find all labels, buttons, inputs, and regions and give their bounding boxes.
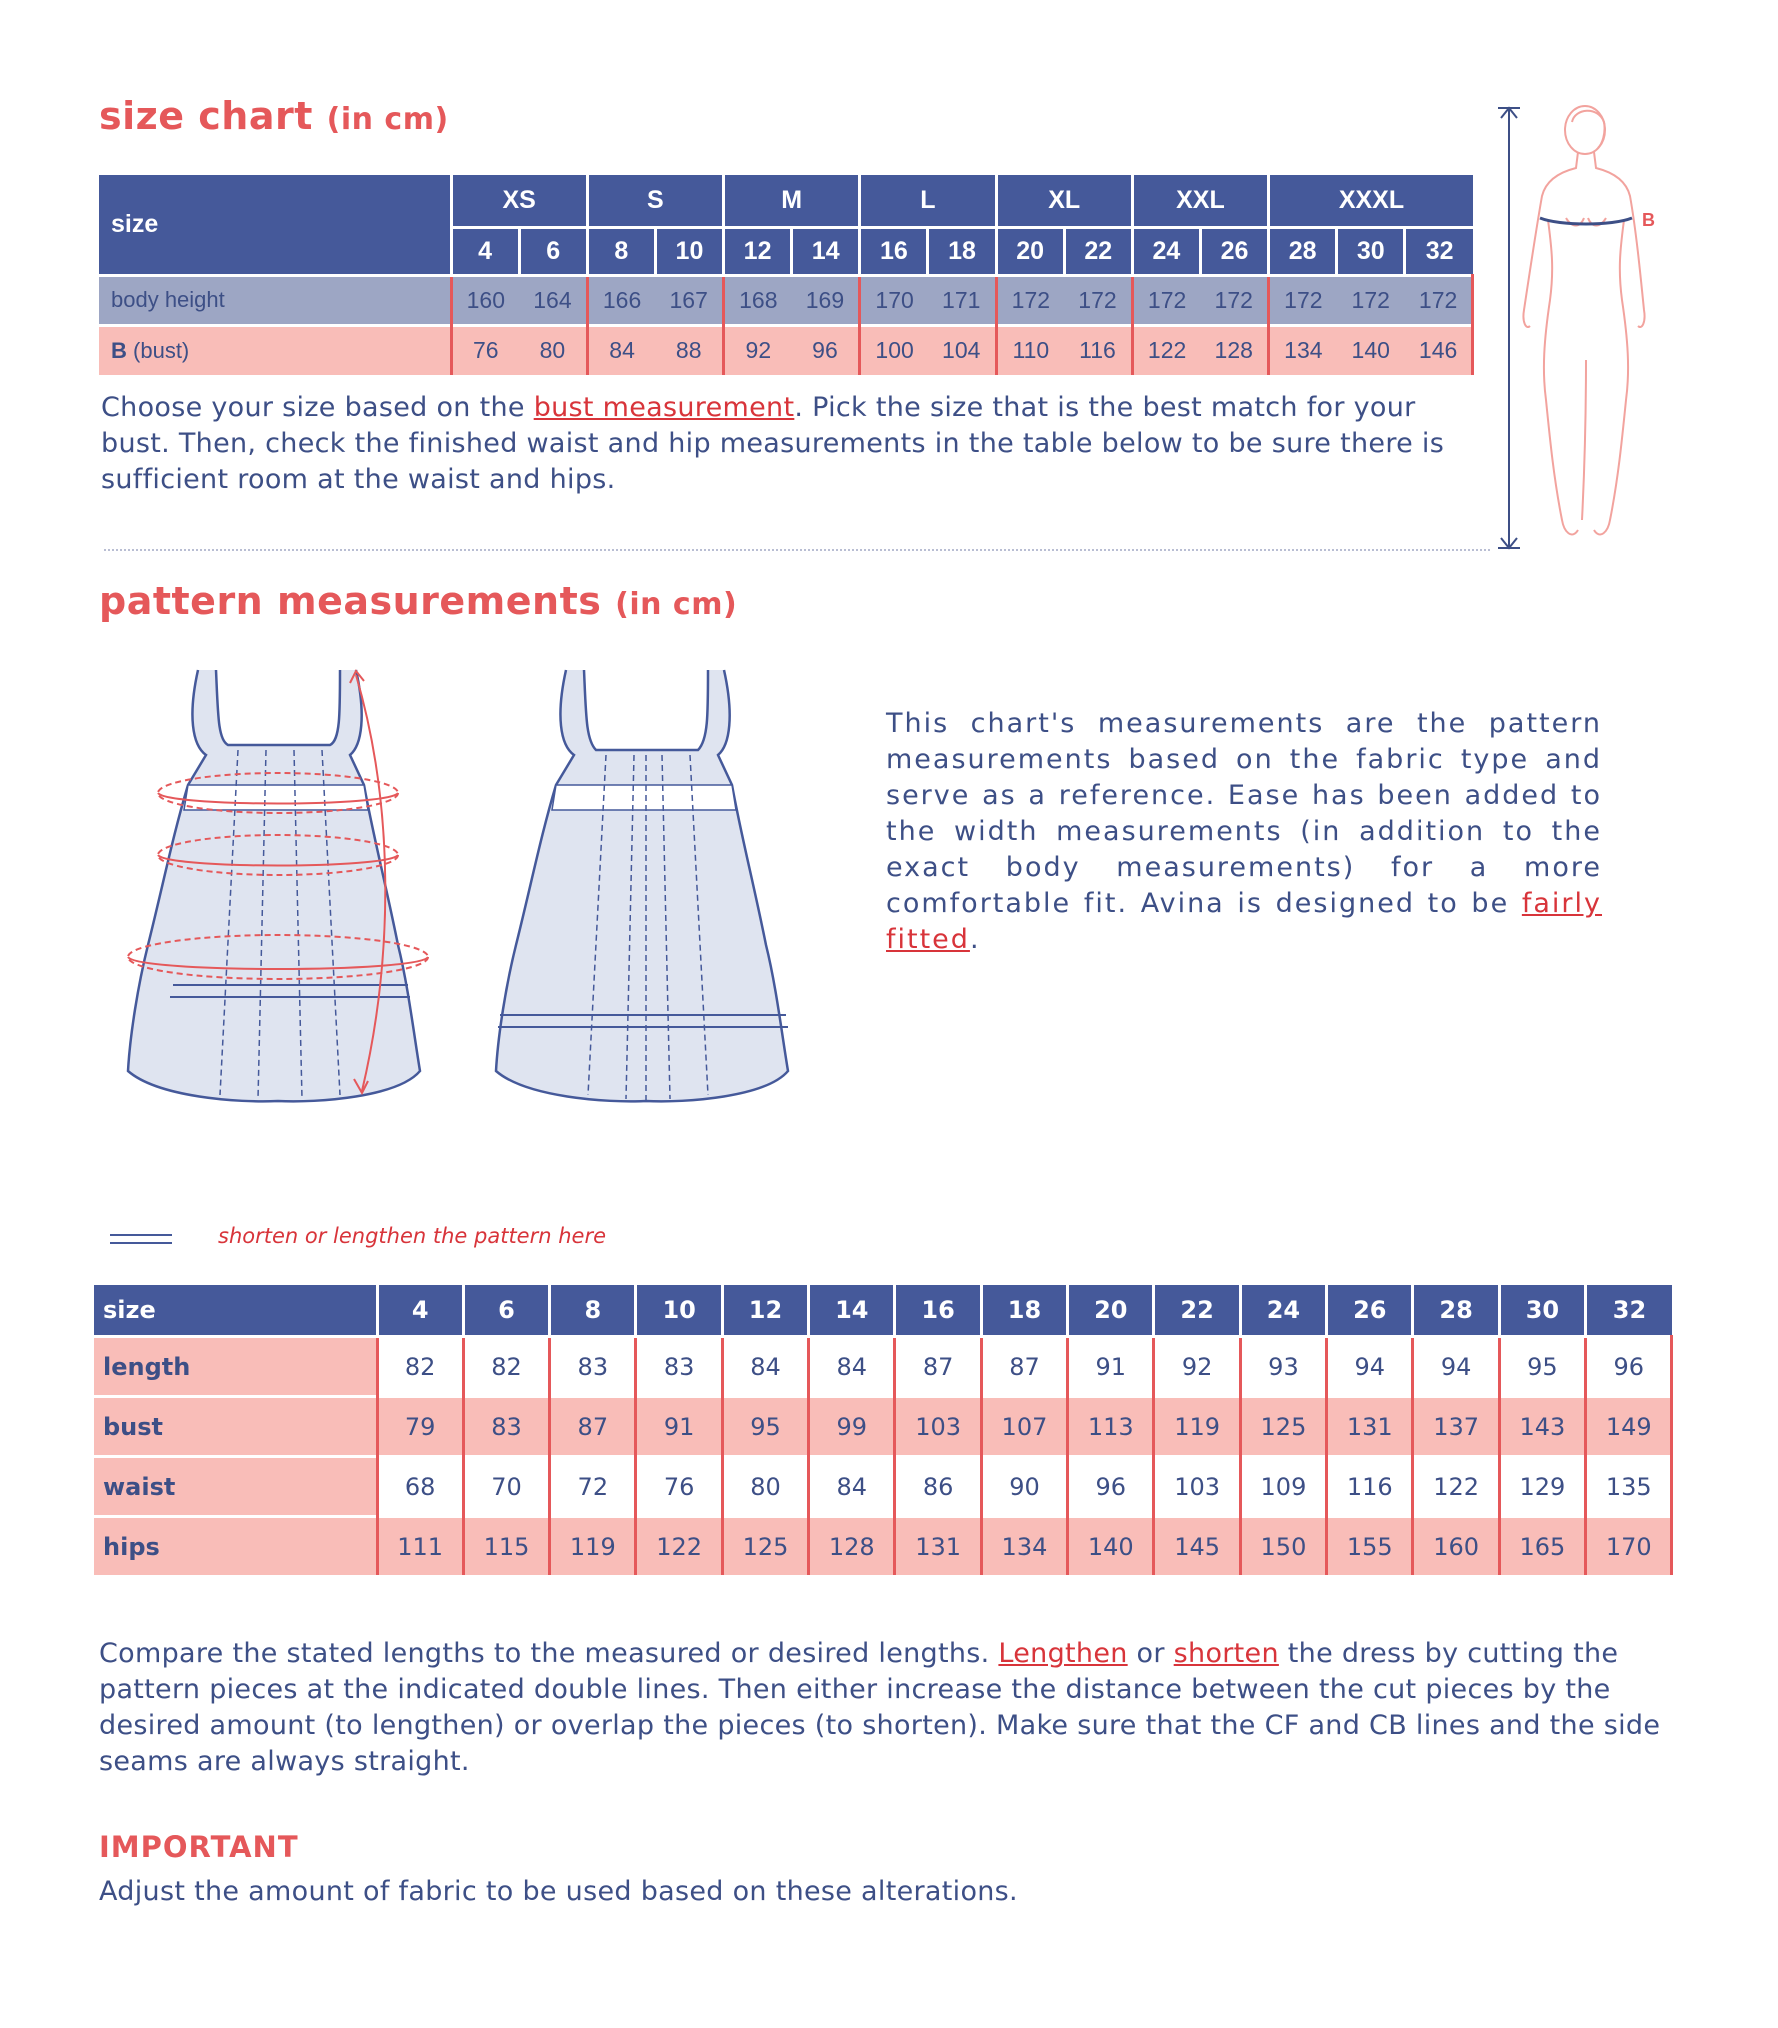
pattern-unit: (in cm) bbox=[615, 587, 738, 622]
adjustment-instructions bbox=[99, 1636, 1675, 1780]
pattern-hips-value: 145 bbox=[1154, 1517, 1240, 1576]
pattern-bust-value: 113 bbox=[1068, 1397, 1154, 1457]
pattern-measurements-table bbox=[94, 1285, 1673, 1575]
size-chart-title bbox=[99, 94, 449, 138]
pattern-waist-value: 86 bbox=[895, 1457, 981, 1517]
pattern-length-value: 82 bbox=[463, 1337, 549, 1397]
pattern-length-value: 87 bbox=[895, 1337, 981, 1397]
pattern-size-header: 26 bbox=[1327, 1285, 1413, 1337]
size-group-5: XXL bbox=[1132, 175, 1268, 227]
pattern-bust-value: 83 bbox=[463, 1397, 549, 1457]
pattern-length-value: 96 bbox=[1586, 1337, 1672, 1397]
pattern-size-header: 10 bbox=[636, 1285, 722, 1337]
pattern-size-header: 14 bbox=[809, 1285, 895, 1337]
pattern-hips-value: 155 bbox=[1327, 1517, 1413, 1576]
pattern-waist-value: 103 bbox=[1154, 1457, 1240, 1517]
body-height-value: 168 bbox=[724, 275, 792, 325]
bust-value: 96 bbox=[792, 325, 860, 375]
size-number: 30 bbox=[1337, 227, 1405, 275]
body-height-value: 172 bbox=[996, 275, 1064, 325]
instr-text-2: or bbox=[1127, 1638, 1174, 1669]
pattern-length-value: 83 bbox=[550, 1337, 636, 1397]
pattern-size-header: 12 bbox=[722, 1285, 808, 1337]
pattern-bust-value: 149 bbox=[1586, 1397, 1672, 1457]
size-number: 20 bbox=[996, 227, 1064, 275]
size-number: 14 bbox=[792, 227, 860, 275]
size-number: 28 bbox=[1269, 227, 1337, 275]
pattern-row-bust bbox=[94, 1397, 1672, 1457]
size-chart-title-text: size chart bbox=[99, 94, 313, 138]
body-height-value: 172 bbox=[1269, 275, 1337, 325]
size-group-2: M bbox=[724, 175, 860, 227]
pattern-size-header: 28 bbox=[1413, 1285, 1499, 1337]
pattern-row-label: hips bbox=[94, 1517, 377, 1576]
legend-text: shorten or lengthen the pattern here bbox=[218, 1224, 606, 1248]
pattern-title bbox=[99, 579, 737, 623]
pattern-hips-value: 165 bbox=[1499, 1517, 1585, 1576]
bust-value: 122 bbox=[1132, 325, 1200, 375]
pattern-size-header: 22 bbox=[1154, 1285, 1240, 1337]
bust-value: 146 bbox=[1405, 325, 1473, 375]
bust-measurement-link[interactable]: bust measurement bbox=[533, 392, 795, 423]
pattern-waist-value: 90 bbox=[981, 1457, 1067, 1517]
pattern-bust-value: 131 bbox=[1327, 1397, 1413, 1457]
row-label-bust-letter: B bbox=[111, 337, 127, 363]
pattern-length-value: 93 bbox=[1240, 1337, 1326, 1397]
pattern-bust-value: 91 bbox=[636, 1397, 722, 1457]
pattern-length-value: 84 bbox=[722, 1337, 808, 1397]
pattern-row-hips bbox=[94, 1517, 1672, 1576]
pattern-row-waist bbox=[94, 1457, 1672, 1517]
pattern-waist-value: 70 bbox=[463, 1457, 549, 1517]
important-text: Adjust the amount of fabric to be used based on these alterations. bbox=[99, 1876, 1018, 1907]
pattern-bust-value: 87 bbox=[550, 1397, 636, 1457]
pattern-length-value: 84 bbox=[809, 1337, 895, 1397]
pattern-waist-value: 109 bbox=[1240, 1457, 1326, 1517]
pattern-hips-value: 128 bbox=[809, 1517, 895, 1576]
bust-value: 88 bbox=[655, 325, 723, 375]
important-heading: IMPORTANT bbox=[99, 1830, 299, 1864]
fairly-fitted-link[interactable]: fairly fitted bbox=[886, 888, 1602, 955]
pattern-length-value: 94 bbox=[1413, 1337, 1499, 1397]
pattern-hips-value: 125 bbox=[722, 1517, 808, 1576]
size-number: 10 bbox=[655, 227, 723, 275]
bust-value: 128 bbox=[1200, 325, 1268, 375]
pattern-hips-value: 160 bbox=[1413, 1517, 1499, 1576]
pattern-waist-value: 72 bbox=[550, 1457, 636, 1517]
size-chart-note bbox=[101, 390, 1491, 498]
pattern-header-label: size bbox=[94, 1285, 377, 1337]
bust-value: 110 bbox=[996, 325, 1064, 375]
body-height-value: 160 bbox=[451, 275, 519, 325]
pattern-size-header: 8 bbox=[550, 1285, 636, 1337]
note-text-2: . Pick the size that is the best match for your bust. Then, check the finished waist and hip measurements in the table below to be sure there is sufficient room at the waist and hips. bbox=[101, 392, 1445, 495]
pattern-row-label: waist bbox=[94, 1457, 377, 1517]
pattern-desc-text-1: This chart's measurements are the pattern measurements based on the fabric type and serve as a reference. Ease has been added to the width measurements (in addition to the exact body measurements) for a more comfortable fit. Avina is designed to be bbox=[886, 708, 1602, 919]
pattern-size-header: 6 bbox=[463, 1285, 549, 1337]
bust-value: 84 bbox=[587, 325, 655, 375]
size-group-4: XL bbox=[996, 175, 1132, 227]
pattern-waist-value: 122 bbox=[1413, 1457, 1499, 1517]
pattern-hips-value: 122 bbox=[636, 1517, 722, 1576]
body-height-value: 172 bbox=[1337, 275, 1405, 325]
pattern-bust-value: 119 bbox=[1154, 1397, 1240, 1457]
pattern-size-header: 18 bbox=[981, 1285, 1067, 1337]
pattern-title-text: pattern measurements bbox=[99, 579, 602, 623]
instr-text-3: the dress by cutting the pattern pieces at the indicated double lines. Then either increase the distance between the cut pieces by the desired amount (to lengthen) or overlap the pieces (to shorten). Make sure that the CF and CB lines and the side seams are always straight. bbox=[99, 1638, 1661, 1777]
size-group-3: L bbox=[860, 175, 996, 227]
pattern-hips-value: 115 bbox=[463, 1517, 549, 1576]
dress-back-illustration bbox=[486, 655, 806, 1115]
size-number: 6 bbox=[519, 227, 587, 275]
size-chart-header-label: size bbox=[111, 209, 159, 238]
shorten-link[interactable]: shorten bbox=[1173, 1638, 1279, 1669]
pattern-waist-value: 96 bbox=[1068, 1457, 1154, 1517]
body-height-value: 172 bbox=[1405, 275, 1473, 325]
pattern-row-length bbox=[94, 1337, 1672, 1397]
body-height-value: 172 bbox=[1200, 275, 1268, 325]
pattern-size-header: 30 bbox=[1499, 1285, 1585, 1337]
bust-value: 76 bbox=[451, 325, 519, 375]
pattern-bust-value: 107 bbox=[981, 1397, 1067, 1457]
size-number: 32 bbox=[1405, 227, 1473, 275]
pattern-length-value: 87 bbox=[981, 1337, 1067, 1397]
pattern-waist-value: 68 bbox=[377, 1457, 463, 1517]
pattern-waist-value: 76 bbox=[636, 1457, 722, 1517]
size-number: 8 bbox=[587, 227, 655, 275]
size-group-0: XS bbox=[451, 175, 587, 227]
size-chart-table bbox=[99, 175, 1474, 375]
pattern-length-value: 95 bbox=[1499, 1337, 1585, 1397]
instr-text-1: Compare the stated lengths to the measured or desired lengths. bbox=[99, 1638, 999, 1669]
pattern-bust-value: 125 bbox=[1240, 1397, 1326, 1457]
body-height-value: 170 bbox=[860, 275, 928, 325]
pattern-size-header: 4 bbox=[377, 1285, 463, 1337]
pattern-waist-value: 84 bbox=[809, 1457, 895, 1517]
pattern-waist-value: 116 bbox=[1327, 1457, 1413, 1517]
body-height-value: 167 bbox=[655, 275, 723, 325]
size-number: 16 bbox=[860, 227, 928, 275]
body-height-value: 171 bbox=[928, 275, 996, 325]
pattern-description bbox=[886, 706, 1602, 958]
pattern-bust-value: 95 bbox=[722, 1397, 808, 1457]
bust-value: 134 bbox=[1269, 325, 1337, 375]
pattern-hips-value: 134 bbox=[981, 1517, 1067, 1576]
bust-figure-label: B bbox=[1642, 210, 1655, 230]
size-number: 24 bbox=[1132, 227, 1200, 275]
bust-value: 140 bbox=[1337, 325, 1405, 375]
body-height-value: 172 bbox=[1064, 275, 1132, 325]
size-chart-unit: (in cm) bbox=[326, 102, 449, 137]
pattern-bust-value: 99 bbox=[809, 1397, 895, 1457]
pattern-bust-value: 103 bbox=[895, 1397, 981, 1457]
note-text-1: Choose your size based on the bbox=[101, 392, 534, 423]
pattern-hips-value: 170 bbox=[1586, 1517, 1672, 1576]
pattern-hips-value: 119 bbox=[550, 1517, 636, 1576]
pattern-size-header: 32 bbox=[1586, 1285, 1672, 1337]
body-height-value: 169 bbox=[792, 275, 860, 325]
body-height-value: 172 bbox=[1132, 275, 1200, 325]
bust-value: 80 bbox=[519, 325, 587, 375]
size-number: 18 bbox=[928, 227, 996, 275]
row-label-bust bbox=[99, 325, 451, 375]
pattern-length-value: 92 bbox=[1154, 1337, 1240, 1397]
bust-value: 104 bbox=[928, 325, 996, 375]
pattern-row-label: bust bbox=[94, 1397, 377, 1457]
pattern-size-header: 24 bbox=[1240, 1285, 1326, 1337]
pattern-hips-value: 150 bbox=[1240, 1517, 1326, 1576]
pattern-length-value: 83 bbox=[636, 1337, 722, 1397]
pattern-waist-value: 80 bbox=[722, 1457, 808, 1517]
pattern-size-header: 20 bbox=[1068, 1285, 1154, 1337]
pattern-size-header: 16 bbox=[895, 1285, 981, 1337]
size-number: 22 bbox=[1064, 227, 1132, 275]
size-number: 12 bbox=[724, 227, 792, 275]
lengthen-link[interactable]: Lengthen bbox=[998, 1638, 1128, 1669]
pattern-bust-value: 79 bbox=[377, 1397, 463, 1457]
size-number: 26 bbox=[1200, 227, 1268, 275]
pattern-length-value: 91 bbox=[1068, 1337, 1154, 1397]
bust-value: 92 bbox=[724, 325, 792, 375]
pattern-row-label: length bbox=[94, 1337, 377, 1397]
pattern-length-value: 94 bbox=[1327, 1337, 1413, 1397]
pattern-hips-value: 111 bbox=[377, 1517, 463, 1576]
size-number: 4 bbox=[451, 227, 519, 275]
body-height-value: 166 bbox=[587, 275, 655, 325]
pattern-hips-value: 140 bbox=[1068, 1517, 1154, 1576]
body-figure-illustration bbox=[1480, 100, 1660, 560]
pattern-hips-value: 131 bbox=[895, 1517, 981, 1576]
row-label-body-height: body height bbox=[99, 275, 451, 325]
pattern-waist-value: 129 bbox=[1499, 1457, 1585, 1517]
pattern-length-value: 82 bbox=[377, 1337, 463, 1397]
pattern-bust-value: 137 bbox=[1413, 1397, 1499, 1457]
pattern-bust-value: 143 bbox=[1499, 1397, 1585, 1457]
body-height-value: 164 bbox=[519, 275, 587, 325]
pattern-waist-value: 135 bbox=[1586, 1457, 1672, 1517]
section-divider bbox=[104, 549, 1490, 551]
double-line-legend-icon bbox=[110, 1234, 172, 1244]
size-group-6: XXXL bbox=[1269, 175, 1473, 227]
dress-front-illustration bbox=[118, 655, 438, 1115]
row-label-bust-rest: (bust) bbox=[133, 337, 190, 363]
size-group-1: S bbox=[587, 175, 723, 227]
pattern-desc-text-2: . bbox=[969, 924, 981, 955]
bust-value: 100 bbox=[860, 325, 928, 375]
bust-value: 116 bbox=[1064, 325, 1132, 375]
